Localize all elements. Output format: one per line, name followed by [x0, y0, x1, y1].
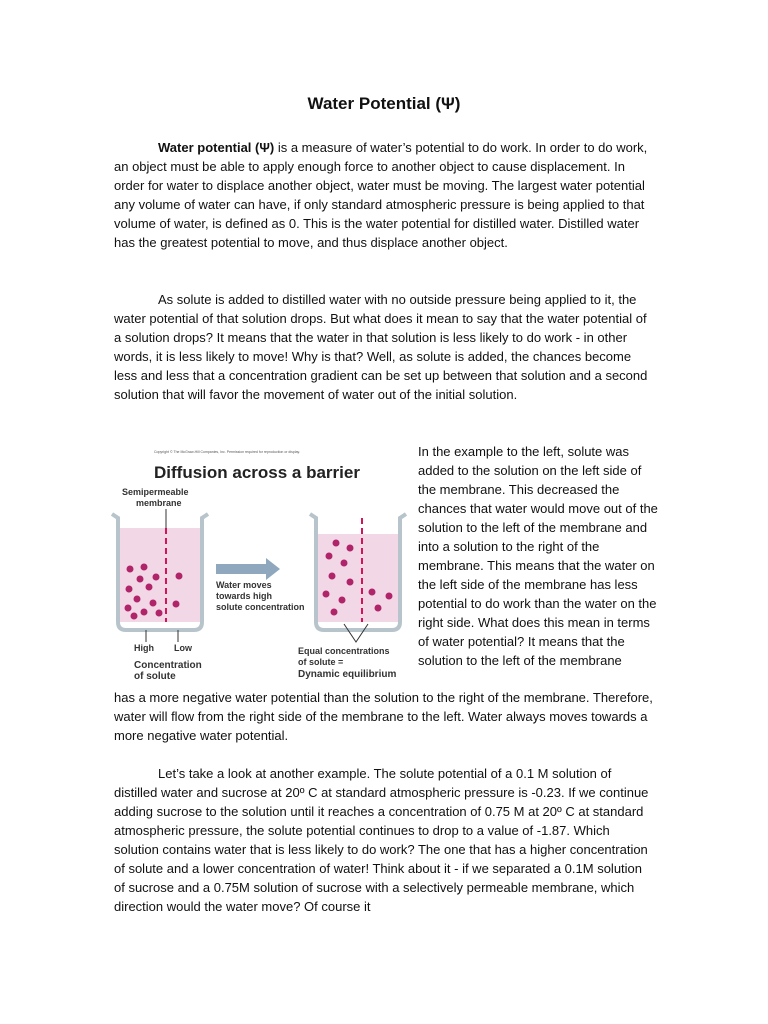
label-high: High	[134, 643, 154, 653]
label-concentration: Concentration	[134, 660, 202, 671]
paragraph-3-continued: has a more negative water potential than the solution to the right of the membrane. Therefore, water will flow from the right side of the membrane to the left. Water always moves towards a more negative water potential.	[114, 690, 653, 743]
paragraph-2	[114, 290, 654, 404]
paragraph-2-text: As solute is added to distilled water with no outside pressure being applied to it, the water potential of that solution drops. But what does it mean to say that the water potential of a solution drops? It means that the water in that solution is less likely to do work - in other words, it is less likely to move! Why is that? Well, as solute is added, the chances become less and less that a concentration gradient can be set up between that solution and a second solution that will favor the movement of water out of the initial solution.	[114, 292, 648, 402]
label-solute-concentration: solute concentration	[216, 602, 305, 612]
figure-copyright: Copyright © The McGraw-Hill Companies, Inc. Permission required for reproduction or display.	[154, 450, 301, 454]
label-of-solute-equals: of solute =	[298, 657, 344, 667]
paragraph-3-side: In the example to the left, solute was added to the solution on the left side of the membrane. This decreased the chances that water would move out of the solution to the left of the membrane and into a solution to the right of the membrane. This means that the water on the left side of the membrane has less potential to do work than the water on the right side. What does this mean in terms of water potential? It means that the solution to the left of the membrane	[418, 444, 658, 668]
paragraph-1-text: is a measure of water’s potential to do work. In order to do work, an object must be able to apply enough force to another object to cause displacement. In order for water to displace another object, water must be moving. The largest water potential any volume of water can have, if only standard atmospheric pressure is being applied to that volume of water, is defined as 0. This is the water potential for distilled water. Distilled water has the greatest potential to move, and thus displace another object.	[114, 140, 648, 250]
flow-arrow-icon	[216, 558, 280, 580]
page-title: Water Potential (Ψ)	[307, 94, 461, 113]
right-beaker-water	[316, 534, 400, 622]
label-membrane: membrane	[136, 498, 182, 508]
label-dynamic-equilibrium: Dynamic equilibrium	[298, 669, 397, 680]
diffusion-diagram	[104, 448, 410, 680]
paragraph-4	[114, 764, 654, 916]
label-towards-high: towards high	[216, 591, 272, 601]
term-water-potential: Water potential (Ψ)	[158, 140, 275, 155]
label-of-solute: of solute	[134, 671, 176, 680]
figure-title: Diffusion across a barrier	[154, 463, 360, 482]
label-low: Low	[174, 643, 192, 653]
label-water-moves: Water moves	[216, 580, 272, 590]
label-equal-concentrations: Equal concentrations	[298, 646, 390, 656]
label-semipermeable: Semipermeable	[122, 487, 189, 497]
paragraph-1	[114, 138, 654, 252]
diffusion-figure	[104, 448, 410, 680]
pointer-equilibrium	[344, 624, 368, 642]
paragraph-4-text: Let’s take a look at another example. The solute potential of a 0.1 M solution of distilled water and sucrose at 20º C at standard atmospheric pressure is -0.23. If we continue adding sucrose to the solution until it reaches a concentration of 0.75 M at 20º C at standard atmospheric pressure, the solute potential continues to drop to a value of -1.87. Which solution contains water that is less likely to do work? The one that has a higher concentration of solute and a lower concentration of water! Think about it - if we separated a 0.1M solution of sucrose and a 0.75M solution of sucrose with a selectively permeable membrane, which direction would the water move? Of course it	[114, 766, 649, 914]
